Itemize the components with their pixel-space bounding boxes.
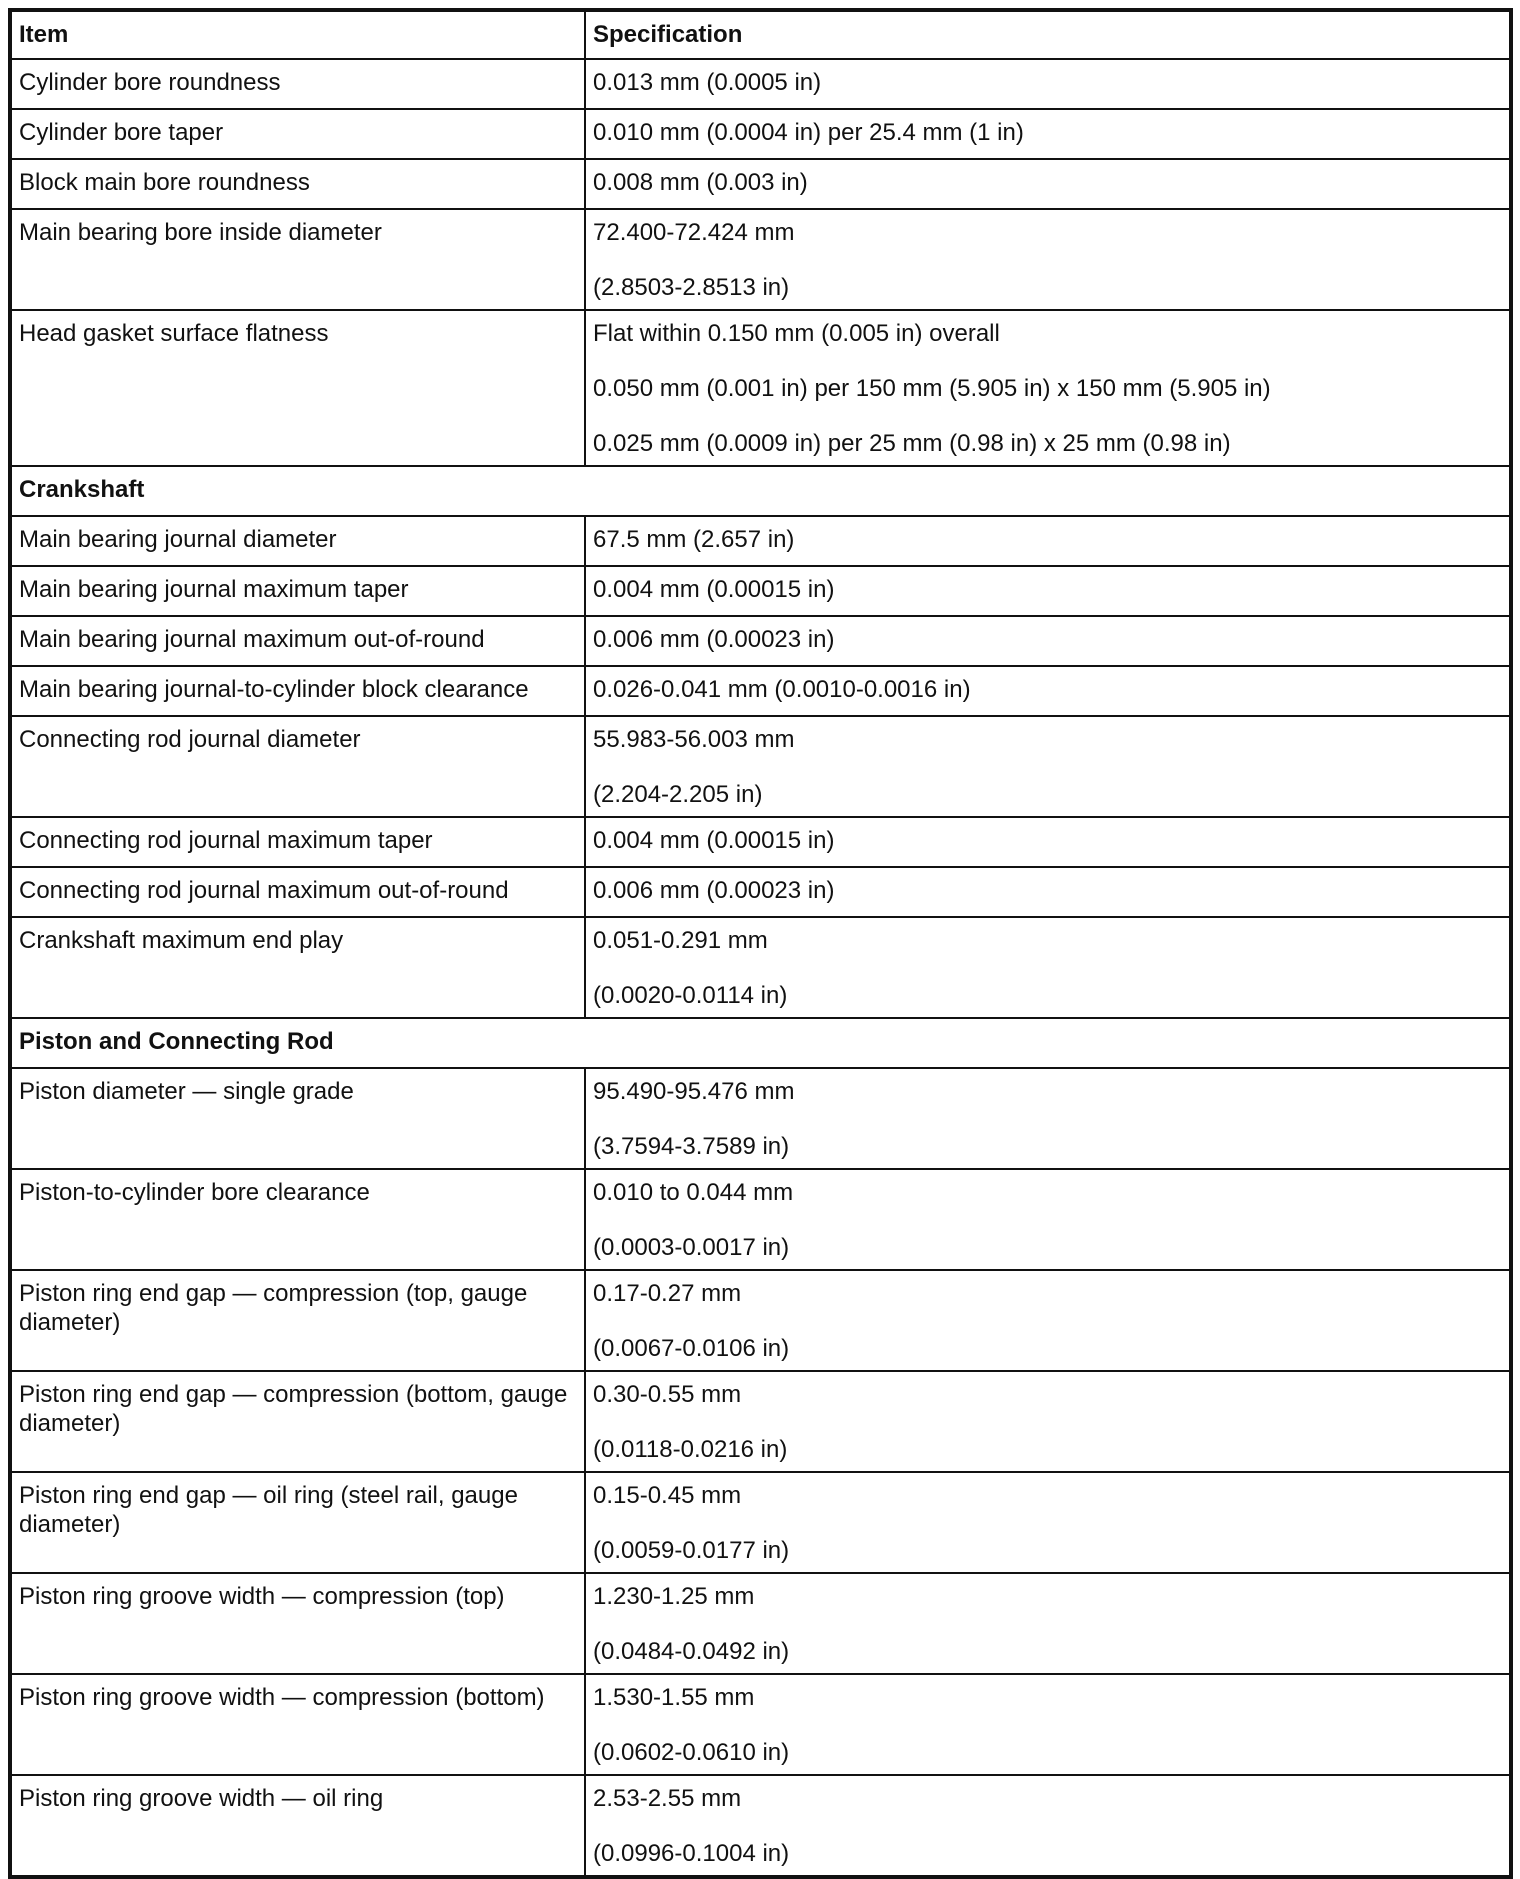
- specification-cell: [585, 917, 1511, 1018]
- specification-cell: [585, 616, 1511, 666]
- item-cell: Connecting rod journal maximum out-of-round: [10, 867, 585, 917]
- table-row: [10, 1068, 1511, 1169]
- specification-value: 0.30-0.55 mm: [593, 1381, 742, 1408]
- specification-value: (0.0602-0.0610 in): [593, 1739, 790, 1766]
- item-cell: Head gasket surface flatness: [10, 310, 585, 466]
- specification-value: Flat within 0.150 mm (0.005 in) overall: [593, 320, 1000, 347]
- item-cell: Block main bore roundness: [10, 159, 585, 209]
- item-cell: Piston ring end gap — compression (top, gauge diameter): [10, 1270, 585, 1371]
- item-cell: Piston ring end gap — compression (bottom, gauge diameter): [10, 1371, 585, 1472]
- section-header-row: [10, 466, 1511, 516]
- specification-cell: [585, 1775, 1511, 1877]
- section-title: Piston and Connecting Rod: [10, 1018, 1511, 1068]
- specification-value: 0.050 mm (0.001 in) per 150 mm (5.905 in) x 150 mm (5.905 in): [593, 375, 1271, 402]
- specification-value: (3.7594-3.7589 in): [593, 1133, 790, 1160]
- item-cell: Piston-to-cylinder bore clearance: [10, 1169, 585, 1270]
- item-cell: Piston ring groove width — compression (bottom): [10, 1674, 585, 1775]
- table-row: [10, 666, 1511, 716]
- specification-cell: [585, 1674, 1511, 1775]
- specification-cell: [585, 1270, 1511, 1371]
- specification-value: (0.0059-0.0177 in): [593, 1537, 790, 1564]
- specification-value: 67.5 mm (2.657 in): [593, 526, 795, 553]
- specification-value: 0.004 mm (0.00015 in): [593, 827, 835, 854]
- table-row: [10, 1270, 1511, 1371]
- specification-value: (0.0003-0.0017 in): [593, 1234, 790, 1261]
- item-cell: Cylinder bore taper: [10, 109, 585, 159]
- table-row: [10, 1775, 1511, 1877]
- specification-value: (0.0996-0.1004 in): [593, 1840, 790, 1867]
- table-row: [10, 867, 1511, 917]
- specification-value: 55.983-56.003 mm: [593, 726, 795, 753]
- column-header-specification: Specification: [585, 10, 1511, 59]
- table-body: [10, 59, 1511, 1877]
- item-cell: Main bearing journal diameter: [10, 516, 585, 566]
- specification-value: 0.010 mm (0.0004 in) per 25.4 mm (1 in): [593, 119, 1024, 146]
- specification-value: 0.006 mm (0.00023 in): [593, 626, 835, 653]
- specification-value: 0.006 mm (0.00023 in): [593, 877, 835, 904]
- item-cell: Crankshaft maximum end play: [10, 917, 585, 1018]
- specification-value: 0.013 mm (0.0005 in): [593, 69, 822, 96]
- specification-value: (0.0484-0.0492 in): [593, 1638, 790, 1665]
- specification-value: 1.230-1.25 mm: [593, 1583, 755, 1610]
- specification-value: 0.17-0.27 mm: [593, 1280, 742, 1307]
- item-cell: Connecting rod journal maximum taper: [10, 817, 585, 867]
- specification-cell: [585, 867, 1511, 917]
- item-cell: Main bearing journal maximum taper: [10, 566, 585, 616]
- item-cell: Piston diameter — single grade: [10, 1068, 585, 1169]
- table-row: [10, 917, 1511, 1018]
- table-row: [10, 817, 1511, 867]
- item-cell: Connecting rod journal diameter: [10, 716, 585, 817]
- item-cell: Piston ring groove width — compression (top): [10, 1573, 585, 1674]
- specification-cell: [585, 1068, 1511, 1169]
- specification-value: (0.0118-0.0216 in): [593, 1436, 788, 1463]
- specification-value: 0.008 mm (0.003 in): [593, 169, 808, 196]
- table-row: [10, 516, 1511, 566]
- specification-value: 2.53-2.55 mm: [593, 1785, 742, 1812]
- specification-cell: [585, 1573, 1511, 1674]
- specification-value: 72.400-72.424 mm: [593, 219, 795, 246]
- header-row: [10, 10, 1511, 59]
- table-row: [10, 616, 1511, 666]
- section-header-row: [10, 1018, 1511, 1068]
- specification-value: 1.530-1.55 mm: [593, 1684, 755, 1711]
- specification-cell: [585, 817, 1511, 867]
- table-row: [10, 566, 1511, 616]
- table-row: [10, 716, 1511, 817]
- table-row: [10, 1472, 1511, 1573]
- specification-value: 0.010 to 0.044 mm: [593, 1179, 794, 1206]
- specification-table: [8, 8, 1513, 1879]
- specification-value: (2.204-2.205 in): [593, 781, 763, 808]
- table-row: [10, 1573, 1511, 1674]
- item-cell: Main bearing journal-to-cylinder block clearance: [10, 666, 585, 716]
- specification-cell: [585, 109, 1511, 159]
- specification-value: (0.0067-0.0106 in): [593, 1335, 790, 1362]
- specification-value: 95.490-95.476 mm: [593, 1078, 795, 1105]
- table-row: [10, 310, 1511, 466]
- table-row: [10, 1169, 1511, 1270]
- specification-value: 0.026-0.041 mm (0.0010-0.0016 in): [593, 676, 971, 703]
- specification-cell: [585, 59, 1511, 109]
- specification-value: 0.15-0.45 mm: [593, 1482, 742, 1509]
- specification-value: 0.051-0.291 mm: [593, 927, 768, 954]
- item-cell: Piston ring groove width — oil ring: [10, 1775, 585, 1877]
- specification-cell: [585, 516, 1511, 566]
- specification-value: (0.0020-0.0114 in): [593, 982, 788, 1009]
- table-row: [10, 1674, 1511, 1775]
- specification-value: (2.8503-2.8513 in): [593, 274, 790, 301]
- table-row: [10, 109, 1511, 159]
- specification-cell: [585, 159, 1511, 209]
- specification-cell: [585, 566, 1511, 616]
- specification-value: 0.004 mm (0.00015 in): [593, 576, 835, 603]
- specification-cell: [585, 1472, 1511, 1573]
- table-row: [10, 159, 1511, 209]
- item-cell: Cylinder bore roundness: [10, 59, 585, 109]
- table-row: [10, 1371, 1511, 1472]
- item-cell: Piston ring end gap — oil ring (steel rail, gauge diameter): [10, 1472, 585, 1573]
- specification-cell: [585, 209, 1511, 310]
- section-title: Crankshaft: [10, 466, 1511, 516]
- specification-cell: [585, 310, 1511, 466]
- column-header-item: Item: [10, 10, 585, 59]
- table-row: [10, 59, 1511, 109]
- table-row: [10, 209, 1511, 310]
- specification-cell: [585, 716, 1511, 817]
- specification-cell: [585, 1169, 1511, 1270]
- specification-cell: [585, 666, 1511, 716]
- item-cell: Main bearing bore inside diameter: [10, 209, 585, 310]
- specification-cell: [585, 1371, 1511, 1472]
- specification-value: 0.025 mm (0.0009 in) per 25 mm (0.98 in) x 25 mm (0.98 in): [593, 430, 1231, 457]
- item-cell: Main bearing journal maximum out-of-round: [10, 616, 585, 666]
